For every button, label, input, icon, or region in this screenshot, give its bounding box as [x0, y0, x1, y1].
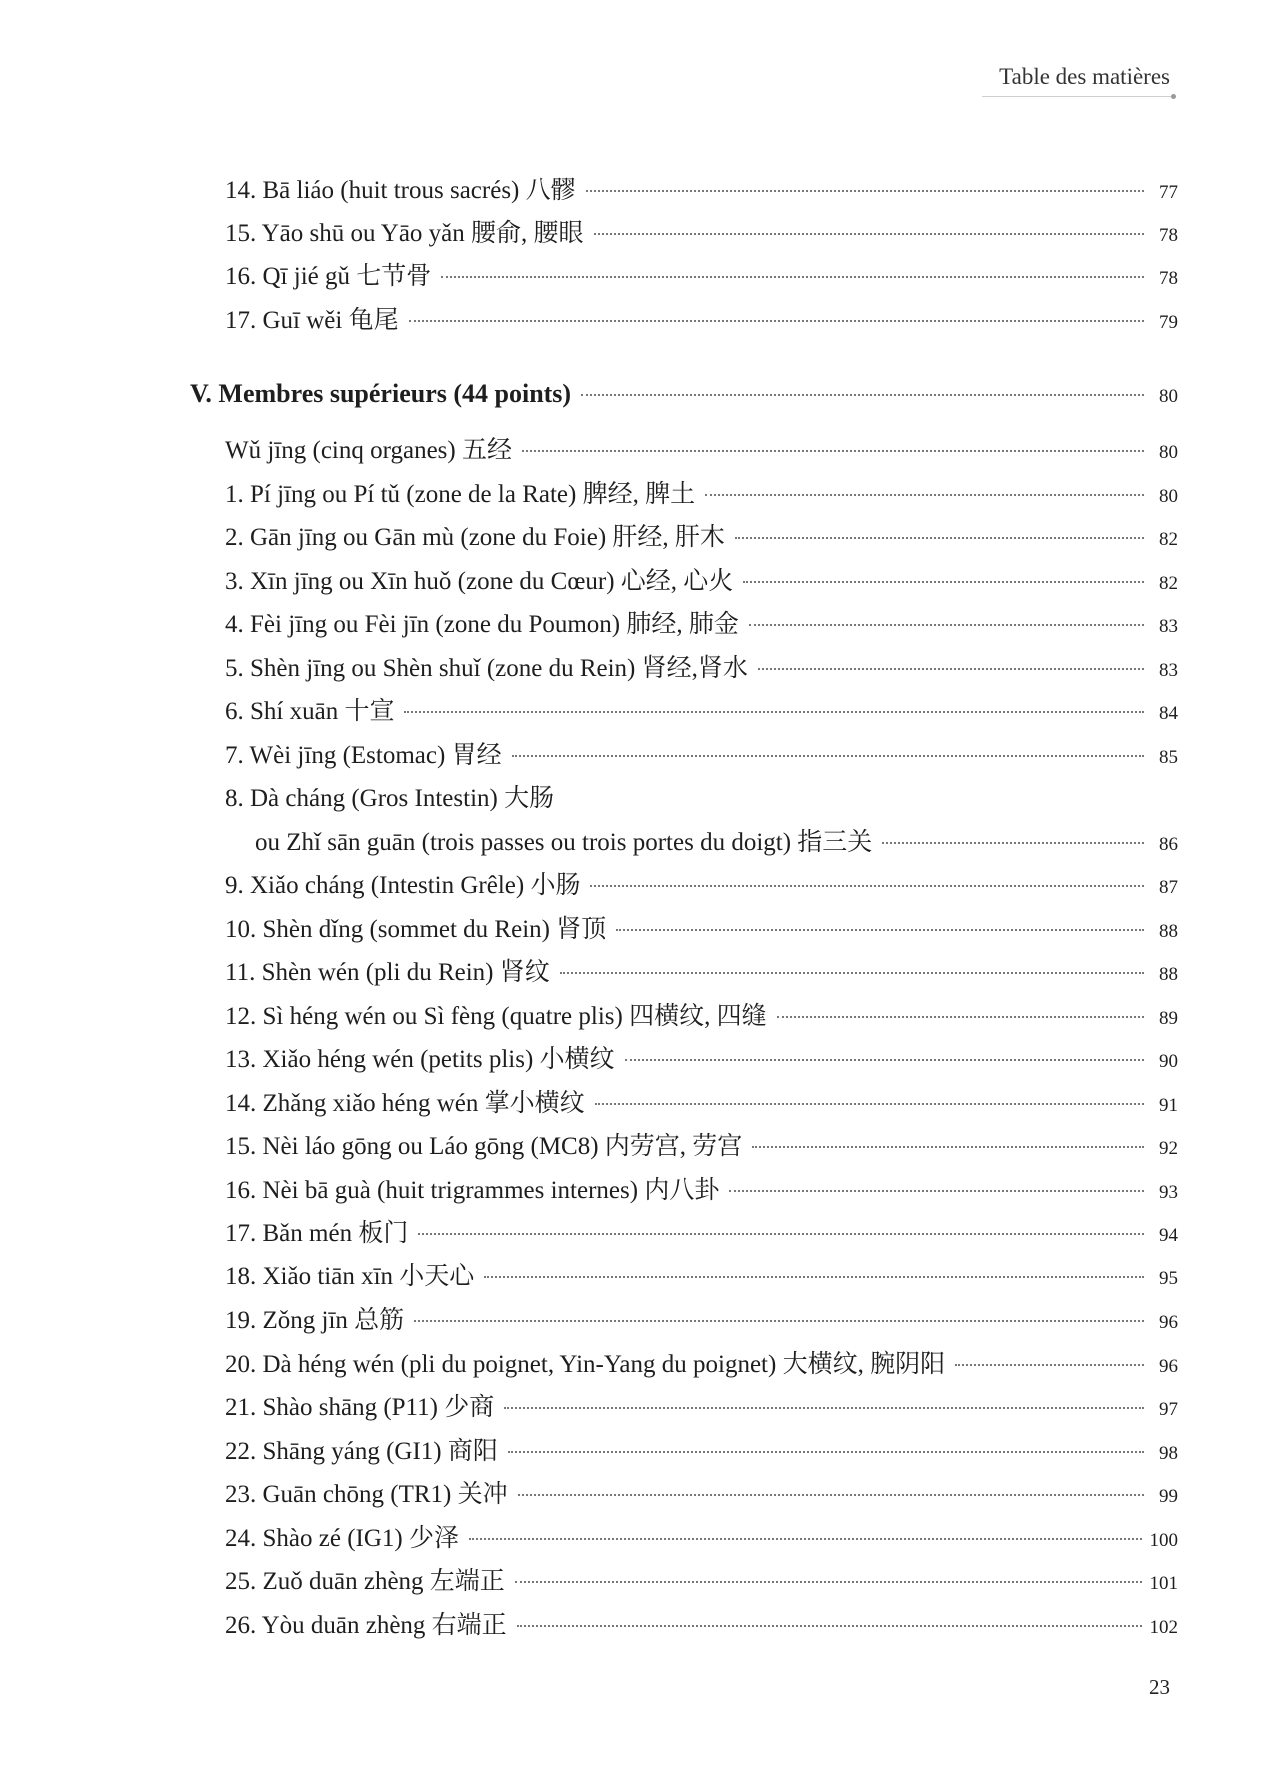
toc-entry-text: 18. Xiǎo tiān xīn 小天心: [225, 1263, 475, 1290]
dot-leader: [735, 537, 1144, 539]
toc-entry-text: 3. Xīn jīng ou Xīn huǒ (zone du Cœur) 心经, 心火: [225, 568, 734, 595]
toc-entry[interactable]: [225, 871, 1178, 903]
running-head-rule: [982, 96, 1172, 97]
toc-entry[interactable]: [225, 436, 1178, 468]
toc-entry[interactable]: [225, 958, 1178, 990]
toc-entry[interactable]: [225, 1262, 1178, 1294]
toc-entry[interactable]: [225, 262, 1178, 294]
dot-leader: [484, 1276, 1144, 1278]
toc-entry-text: 17. Guī wěi 龟尾: [225, 307, 399, 334]
toc-entry[interactable]: [225, 1176, 1178, 1208]
dot-leader: [518, 1494, 1144, 1496]
section-title: V. Membres supérieurs (44 points): [190, 379, 572, 408]
toc-page-number: 83: [1159, 616, 1178, 637]
toc-entry-text: 10. Shèn dǐng (sommet du Rein) 肾顶: [225, 916, 607, 943]
running-head: Table des matières: [999, 64, 1170, 89]
toc-entry[interactable]: [225, 176, 1178, 208]
dot-leader: [560, 972, 1144, 974]
dot-leader: [594, 233, 1144, 235]
toc-entry[interactable]: [225, 306, 1178, 338]
dot-leader: [586, 190, 1144, 192]
toc-entry-text: 23. Guān chōng (TR1) 关冲: [225, 1481, 508, 1508]
toc-entry[interactable]: [225, 1045, 1178, 1077]
running-head-dot: [1171, 94, 1176, 99]
dot-leader: [404, 711, 1144, 713]
toc-page-number: 95: [1159, 1268, 1178, 1289]
dot-leader: [749, 624, 1144, 626]
toc-page-number: 83: [1159, 660, 1178, 681]
dot-leader: [590, 885, 1144, 887]
toc-page-number: 94: [1159, 1225, 1178, 1246]
toc-page-number: 98: [1159, 1443, 1178, 1464]
toc-entry-text: 6. Shí xuān 十宣: [225, 698, 395, 725]
dot-leader: [418, 1233, 1144, 1235]
dot-leader: [955, 1364, 1144, 1366]
toc-page-number: 88: [1159, 964, 1178, 985]
toc-entry-text: 14. Bā liáo (huit trous sacrés) 八髎: [225, 177, 576, 204]
toc-entry-text: 16. Qī jié gǔ 七节骨: [225, 263, 432, 290]
toc-entry[interactable]: [225, 915, 1178, 947]
dot-leader: [508, 1451, 1144, 1453]
toc-entry-text: 26. Yòu duān zhèng 右端正: [225, 1612, 507, 1639]
toc-page-number: 96: [1159, 1356, 1178, 1377]
dot-leader: [409, 320, 1144, 322]
toc-entry[interactable]: [225, 1611, 1178, 1643]
toc-entry-text: 8. Dà cháng (Gros Intestin) 大肠: [225, 785, 555, 812]
toc-entry[interactable]: [225, 1393, 1178, 1425]
dot-leader: [441, 276, 1144, 278]
toc-entry-text: 15. Nèi láo gōng ou Láo gōng (MC8) 内劳宫, 劳宫: [225, 1133, 743, 1160]
toc-entry[interactable]: [225, 1524, 1178, 1556]
toc-entry-text: 22. Shāng yáng (GI1) 商阳: [225, 1438, 498, 1465]
toc-entry[interactable]: [225, 784, 1178, 814]
toc-page-number: 88: [1159, 921, 1178, 942]
toc-entry-text: 21. Shào shāng (P11) 少商: [225, 1394, 495, 1421]
toc-section-heading[interactable]: [190, 379, 1178, 412]
toc-entry-text: 2. Gān jīng ou Gān mù (zone du Foie) 肝经, 肝木: [225, 524, 725, 551]
toc-entry-text: 14. Zhǎng xiǎo héng wén 掌小横纹: [225, 1090, 585, 1117]
toc-page-number: 97: [1159, 1399, 1178, 1420]
toc-entry[interactable]: [225, 1480, 1178, 1512]
toc-entry[interactable]: [225, 1219, 1178, 1251]
toc-page-number: 89: [1159, 1008, 1178, 1029]
toc-entry[interactable]: [225, 697, 1178, 729]
toc-entry[interactable]: [225, 654, 1178, 686]
toc-page-number: 87: [1159, 877, 1178, 898]
dot-leader: [777, 1016, 1144, 1018]
toc-entry-text: 15. Yāo shū ou Yāo yǎn 腰俞, 腰眼: [225, 220, 584, 247]
dot-leader: [504, 1407, 1144, 1409]
toc-entry-text: 1. Pí jīng ou Pí tǔ (zone de la Rate) 脾经, 脾土: [225, 481, 696, 508]
dot-leader: [758, 668, 1144, 670]
toc-page-number: 84: [1159, 703, 1178, 724]
toc-entry-text: 24. Shào zé (IG1) 少泽: [225, 1525, 459, 1552]
toc-entry[interactable]: [225, 1089, 1178, 1121]
dot-leader: [729, 1190, 1144, 1192]
dot-leader: [517, 1625, 1142, 1627]
toc-page-number: 96: [1159, 1312, 1178, 1333]
toc-page-number: 99: [1159, 1486, 1178, 1507]
toc-page-number: 80: [1159, 442, 1178, 463]
dot-leader: [882, 842, 1144, 844]
toc-page-number: 82: [1159, 529, 1178, 550]
toc-entry[interactable]: [225, 567, 1178, 599]
toc-page-number: 93: [1159, 1182, 1178, 1203]
toc-page-number: 101: [1149, 1573, 1178, 1594]
toc-entry-text: 25. Zuǒ duān zhèng 左端正: [225, 1568, 505, 1595]
toc-page-number: 91: [1159, 1095, 1178, 1116]
toc-entry[interactable]: [225, 1306, 1178, 1338]
toc-page-number: 80: [1159, 486, 1178, 507]
dot-leader: [616, 929, 1144, 931]
toc-page-number: 92: [1159, 1138, 1178, 1159]
toc-entry-text: 17. Bǎn mén 板门: [225, 1220, 409, 1247]
dot-leader: [469, 1538, 1142, 1540]
toc-page-number: 86: [1159, 834, 1178, 855]
toc-entry-text: 7. Wèi jīng (Estomac) 胃经: [225, 742, 502, 769]
dot-leader: [581, 394, 1144, 396]
toc-page-number: 78: [1159, 225, 1178, 246]
dot-leader: [515, 1581, 1142, 1583]
toc-entry[interactable]: [225, 219, 1178, 251]
toc-page-number: 80: [1159, 386, 1178, 407]
toc-entry-text: 4. Fèi jīng ou Fèi jīn (zone du Poumon) 肺经, 肺金: [225, 611, 739, 638]
toc-entry[interactable]: [225, 1002, 1178, 1034]
toc-entry-text: ou Zhǐ sān guān (trois passes ou trois portes du doigt) 指三关: [255, 829, 873, 856]
toc-entry[interactable]: [225, 610, 1178, 642]
dot-leader: [625, 1059, 1144, 1061]
toc-page-number: 82: [1159, 573, 1178, 594]
toc-entry[interactable]: [225, 1567, 1178, 1599]
toc-entry-text: 19. Zǒng jīn 总筋: [225, 1307, 405, 1334]
toc-entry[interactable]: [225, 741, 1178, 773]
dot-leader: [522, 450, 1144, 452]
toc-entry-text: 13. Xiǎo héng wén (petits plis) 小横纹: [225, 1046, 615, 1073]
toc-entry[interactable]: [225, 1132, 1178, 1164]
toc-page-number: 90: [1159, 1051, 1178, 1072]
toc-page-number: 77: [1159, 182, 1178, 203]
toc-entry[interactable]: [225, 480, 1178, 512]
dot-leader: [743, 581, 1144, 583]
toc-page-number: 85: [1159, 747, 1178, 768]
toc-entry[interactable]: [225, 1350, 1178, 1382]
toc-entry-text: 5. Shèn jīng ou Shèn shuǐ (zone du Rein) 肾经,肾水: [225, 655, 748, 682]
toc-page-number: 78: [1159, 268, 1178, 289]
dot-leader: [595, 1103, 1144, 1105]
toc-entry-text: Wǔ jīng (cinq organes) 五经: [225, 437, 512, 464]
toc-entry-text: 20. Dà héng wén (pli du poignet, Yin-Yang du poignet) 大横纹, 腕阴阳: [225, 1351, 946, 1378]
toc-entry-text: 16. Nèi bā guà (huit trigrammes internes) 内八卦: [225, 1177, 720, 1204]
toc-entry-text: 9. Xiǎo cháng (Intestin Grêle) 小肠: [225, 872, 581, 899]
dot-leader: [752, 1146, 1144, 1148]
toc-page-number: 102: [1149, 1617, 1178, 1638]
toc-page-number: 79: [1159, 312, 1178, 333]
dot-leader: [512, 755, 1144, 757]
toc-entry[interactable]: [225, 1437, 1178, 1469]
dot-leader: [705, 494, 1144, 496]
toc-entry[interactable]: [225, 523, 1178, 555]
dot-leader: [414, 1320, 1144, 1322]
toc-entry-text: 11. Shèn wén (pli du Rein) 肾纹: [225, 959, 550, 986]
toc-entry-continuation[interactable]: [255, 828, 1178, 860]
page-number: 23: [1149, 1675, 1170, 1699]
toc-entry-text: 12. Sì héng wén ou Sì fèng (quatre plis) 四横纹, 四缝: [225, 1003, 767, 1030]
toc-page-number: 100: [1149, 1530, 1178, 1551]
